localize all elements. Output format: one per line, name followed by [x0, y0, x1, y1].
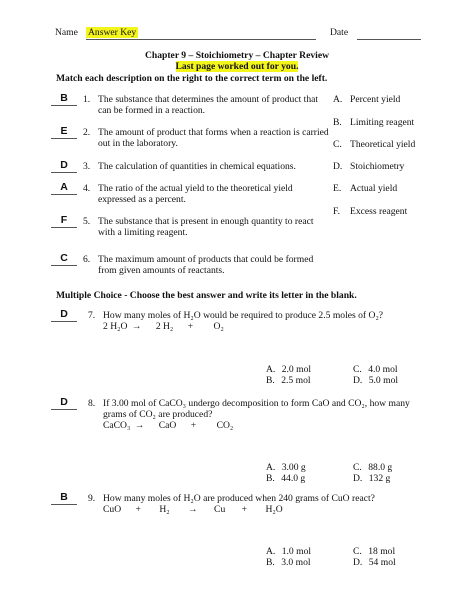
option — [266, 557, 311, 568]
item-text-line1: The ratio of the actual yield to the theoretical yield — [98, 183, 293, 194]
question-number: 9. — [88, 493, 96, 504]
equation — [103, 321, 224, 332]
option-letter: D. — [353, 375, 363, 386]
eq-plus: + — [190, 420, 197, 431]
eq-arrow: → — [188, 504, 198, 515]
option-letter: D. — [353, 557, 363, 568]
matching-instruction: Match each description on the right to the correct term on the left. — [56, 73, 328, 84]
term-letter: E. — [333, 183, 342, 194]
answer-blank[interactable]: D — [51, 159, 77, 173]
question-number: 7. — [88, 310, 96, 321]
option — [353, 557, 396, 568]
eq-term: O₂ — [213, 321, 224, 332]
option-letter: B. — [266, 557, 275, 568]
eq-term: CO₂ — [216, 420, 234, 431]
term-letter: A. — [333, 94, 343, 105]
answer-blank[interactable]: E — [51, 125, 77, 139]
name-value: Answer Key — [88, 27, 137, 38]
item-number: 4. — [83, 183, 91, 194]
item-text-line1: The calculation of quantities in chemical equations. — [98, 161, 296, 172]
option-letter: C. — [353, 546, 362, 557]
option-value: 3.0 mol — [281, 557, 311, 568]
option-letter: A. — [266, 364, 276, 375]
option-letter: A. — [266, 462, 276, 473]
option-value: 4.0 mol — [368, 364, 398, 375]
mc-instruction: Multiple Choice - Choose the best answer and write its letter in the blank. — [56, 290, 357, 301]
item-number: 1. — [83, 94, 91, 105]
date-field[interactable] — [357, 27, 421, 40]
item-number: 3. — [83, 161, 91, 172]
answer-blank[interactable]: D — [51, 396, 77, 410]
answer-blank[interactable]: B — [51, 92, 77, 106]
option — [353, 364, 398, 375]
item-text-line2: can be formed in a reaction. — [98, 105, 206, 116]
option — [353, 473, 390, 484]
item-number: 2. — [83, 127, 91, 138]
option-value: 1.0 mol — [281, 546, 312, 557]
option — [266, 462, 306, 473]
option-value: 132 g — [368, 473, 391, 484]
option-value: 88.0 g — [368, 462, 393, 473]
answer-blank[interactable]: B — [51, 491, 77, 505]
option-letter: B. — [266, 375, 275, 386]
option-value: 5.0 mol — [368, 375, 399, 386]
eq-term: CuO — [103, 504, 122, 515]
answer-blank[interactable]: D — [51, 308, 77, 322]
answer-blank[interactable]: A — [51, 181, 77, 195]
option-letter: B. — [266, 473, 275, 484]
option — [353, 462, 392, 473]
question-text-line1: If 3.00 mol of CaCO₃ undergo decomposition to form CaO and CO₂, how many — [103, 398, 410, 409]
eq-arrow: → — [131, 321, 142, 332]
item-text-line2: with a limiting reagent. — [98, 227, 188, 238]
eq-plus: + — [135, 504, 141, 515]
item-number: 5. — [83, 216, 91, 227]
question-text: How many moles of H₂O would be required to produce 2.5 moles of O₂? — [103, 310, 384, 321]
option — [266, 364, 311, 375]
eq-arrow: → — [134, 420, 145, 431]
question-text: How many moles of H₂O are produced when 240 grams of CuO react? — [103, 493, 375, 504]
eq-term: H₂O — [265, 504, 283, 515]
term-letter: F. — [333, 206, 340, 217]
option-value: 44.0 g — [281, 473, 306, 484]
term-label: Excess reagent — [350, 206, 408, 217]
date-label: Date — [330, 27, 349, 38]
item-number: 6. — [83, 254, 91, 265]
item-text-line1: The substance that determines the amount of product that — [98, 94, 319, 105]
term-label: Actual yield — [350, 183, 398, 194]
option — [266, 473, 305, 484]
term-letter: C. — [333, 139, 342, 150]
answer-blank[interactable]: F — [51, 214, 77, 228]
item-text-line2: out in the laboratory. — [98, 138, 178, 149]
question-number: 8. — [88, 398, 96, 409]
name-field[interactable] — [86, 27, 316, 40]
equation — [103, 420, 233, 431]
option-letter: D. — [353, 473, 363, 484]
term-letter: D. — [333, 161, 343, 172]
answer-blank[interactable]: C — [51, 252, 77, 266]
option-letter: C. — [353, 364, 362, 375]
option-value: 3.00 g — [281, 462, 306, 473]
option-value: 54 mol — [368, 557, 396, 568]
eq-term: Cu — [214, 504, 226, 515]
eq-term: CaCO₃ — [103, 420, 131, 431]
term-label: Theoretical yield — [350, 139, 416, 150]
page-title: Chapter 9 – Stoichiometry – Chapter Review — [144, 50, 330, 61]
item-text-line1: The amount of product that forms when a reaction is carried — [98, 127, 329, 138]
item-text-line2: expressed as a percent. — [98, 194, 186, 205]
eq-term: CaO — [158, 420, 177, 431]
option — [353, 546, 395, 557]
option-value: 2.0 mol — [281, 364, 312, 375]
option — [353, 375, 398, 386]
item-text-line1: The substance that is present in enough quantity to react — [98, 216, 314, 227]
eq-term: H₂ — [159, 504, 170, 515]
option-value: 2.5 mol — [281, 375, 311, 386]
eq-plus: + — [241, 504, 248, 515]
option — [266, 546, 311, 557]
eq-term: 2 H₂ — [155, 321, 174, 332]
eq-plus: + — [187, 321, 194, 332]
term-label: Stoichiometry — [350, 161, 405, 172]
question-text-line2: grams of CO₂ are produced? — [103, 409, 213, 420]
eq-term: 2 H₂O — [103, 321, 128, 332]
equation — [103, 504, 283, 515]
option-letter: A. — [266, 546, 276, 557]
option-letter: C. — [353, 462, 362, 473]
item-text-line2: from given amounts of reactants. — [98, 265, 225, 276]
option — [266, 375, 311, 386]
page-subtitle: Last page worked out for you. — [175, 61, 299, 72]
option-value: 18 mol — [368, 546, 396, 557]
name-label: Name — [55, 27, 78, 38]
term-letter: B. — [333, 117, 342, 128]
term-label: Percent yield — [350, 94, 401, 105]
item-text-line1: The maximum amount of products that could be formed — [98, 254, 314, 265]
term-label: Limiting reagent — [350, 117, 415, 128]
